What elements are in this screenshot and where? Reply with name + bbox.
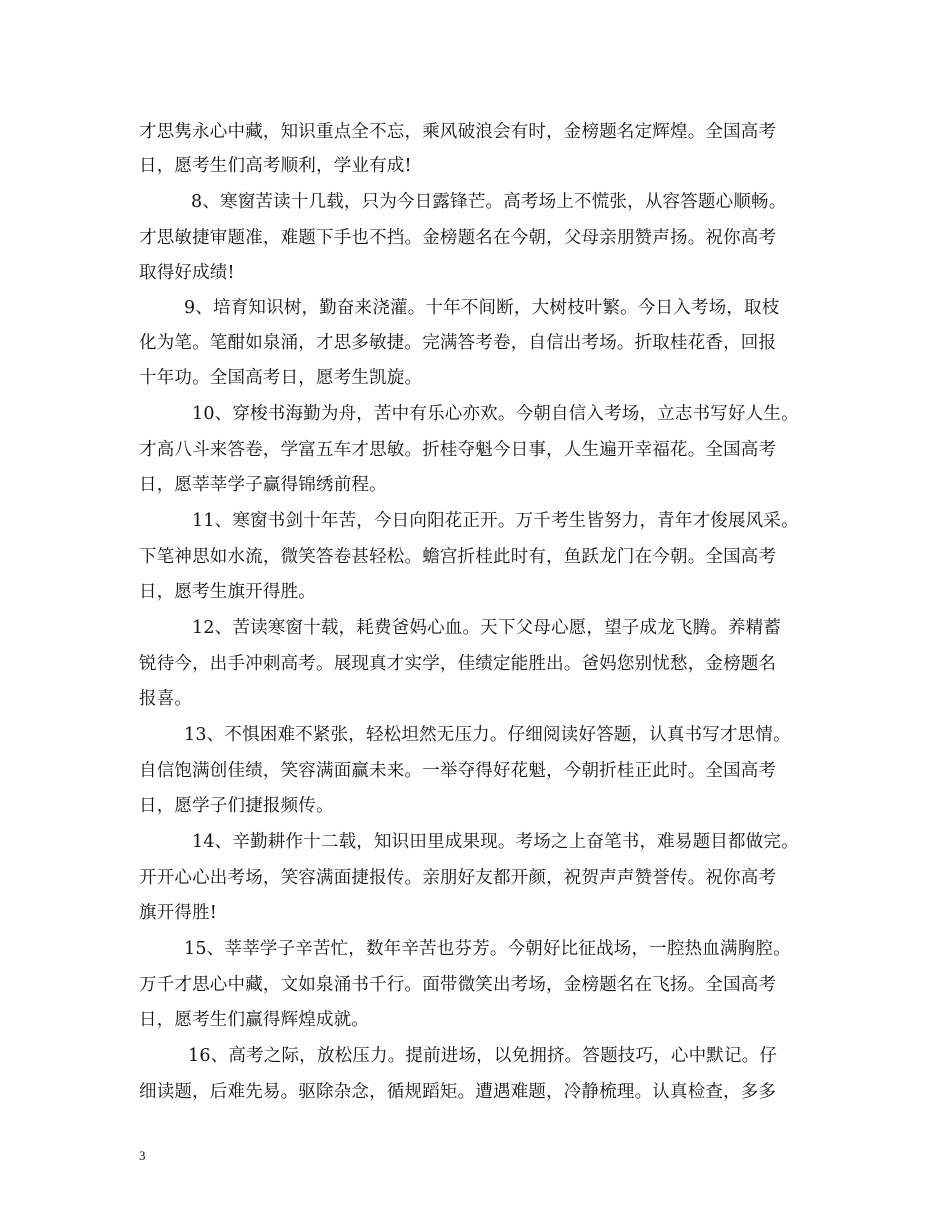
text-line: 细读题，后难先易。驱除杂念，循规蹈矩。遭遇难题，冷静梳理。认真检查，多多 — [139, 1082, 777, 1102]
text-line: 开开心心出考场，笑容满面捷报传。亲朋好友都开颜，祝贺声声赞誉传。祝你高考 — [139, 868, 777, 888]
text-line: 日，愿莘莘学子赢得锦绣前程。 — [139, 475, 387, 495]
text-line: 12、苦读寒窗十载，耗费爸妈心血。天下父母心愿，望子成龙飞腾。养精蓄 — [192, 618, 782, 638]
text-line: 14、辛勤耕作十二载，知识田里成果现。考场之上奋笔书，难易题目都做完。 — [192, 832, 799, 852]
text-line: 锐待今，出手冲刺高考。展现真才实学，佳绩定能胜出。爸妈您别忧愁，金榜题名 — [139, 654, 777, 674]
text-line: 15、莘莘学子辛苦忙，数年辛苦也芬芳。今朝好比征战场，一腔热血满胸腔。 — [184, 939, 791, 959]
text-line: 8、寒窗苦读十几载，只为今日露锋芒。高考场上不慌张，从容答题心顺畅。 — [191, 192, 787, 212]
text-line: 才思敏捷审题准，难题下手也不挡。金榜题名在今朝，父母亲朋赞声扬。祝你高考 — [139, 228, 777, 248]
text-line: 十年功。全国高考日，愿考生凯旋。 — [139, 368, 423, 388]
text-line: 9、培育知识树，勤奋来浇灌。十年不间断，大树枝叶繁。今日入考场，取枝 — [184, 298, 780, 318]
text-line: 才高八斗来答卷，学富五车才思敏。折桂夺魁今日事，人生遍开幸福花。全国高考 — [139, 440, 777, 460]
text-line: 才思隽永心中藏，知识重点全不忘，乘风破浪会有时，金榜题名定辉煌。全国高考 — [139, 122, 777, 142]
text-line: 万千才思心中藏，文如泉涌书千行。面带微笑出考场，金榜题名在飞扬。全国高考 — [139, 975, 777, 995]
text-line: 自信饱满创佳绩，笑容满面赢未来。一举夺得好花魁，今朝折桂正此时。全国高考 — [139, 761, 777, 781]
text-line: 日，愿考生们赢得辉煌成就。 — [139, 1010, 370, 1030]
text-line: 11、寒窗书剑十年苦，今日向阳花正开。万千考生皆努力，青年才俊展风采。 — [192, 511, 799, 531]
text-line: 下笔神思如水流，微笑答卷甚轻松。蟾宫折桂此时有，鱼跃龙门在今朝。全国高考 — [139, 547, 777, 567]
text-line: 报喜。 — [139, 689, 193, 709]
text-line: 16、高考之际，放松压力。提前进场，以免拥挤。答题技巧，心中默记。仔 — [188, 1046, 778, 1066]
text-line: 10、穿梭书海勤为舟，苦中有乐心亦欢。今朝自信入考场，立志书写好人生。 — [192, 404, 799, 424]
page-number: 3 — [139, 1148, 146, 1163]
text-line: 日，愿考生们高考顺利，学业有成! — [139, 156, 412, 176]
text-line: 旗开得胜! — [139, 903, 218, 923]
text-line: 日，愿考生旗开得胜。 — [139, 582, 316, 602]
text-line: 取得好成绩! — [139, 263, 235, 283]
text-line: 化为笔。笔酣如泉涌，才思多敏捷。完满答考卷，自信出考场。折取桂花香，回报 — [139, 333, 777, 353]
text-line: 日，愿学子们捷报频传。 — [139, 796, 334, 816]
text-line: 13、不惧困难不紧张，轻松坦然无压力。仔细阅读好答题，认真书写才思情。 — [184, 725, 791, 745]
